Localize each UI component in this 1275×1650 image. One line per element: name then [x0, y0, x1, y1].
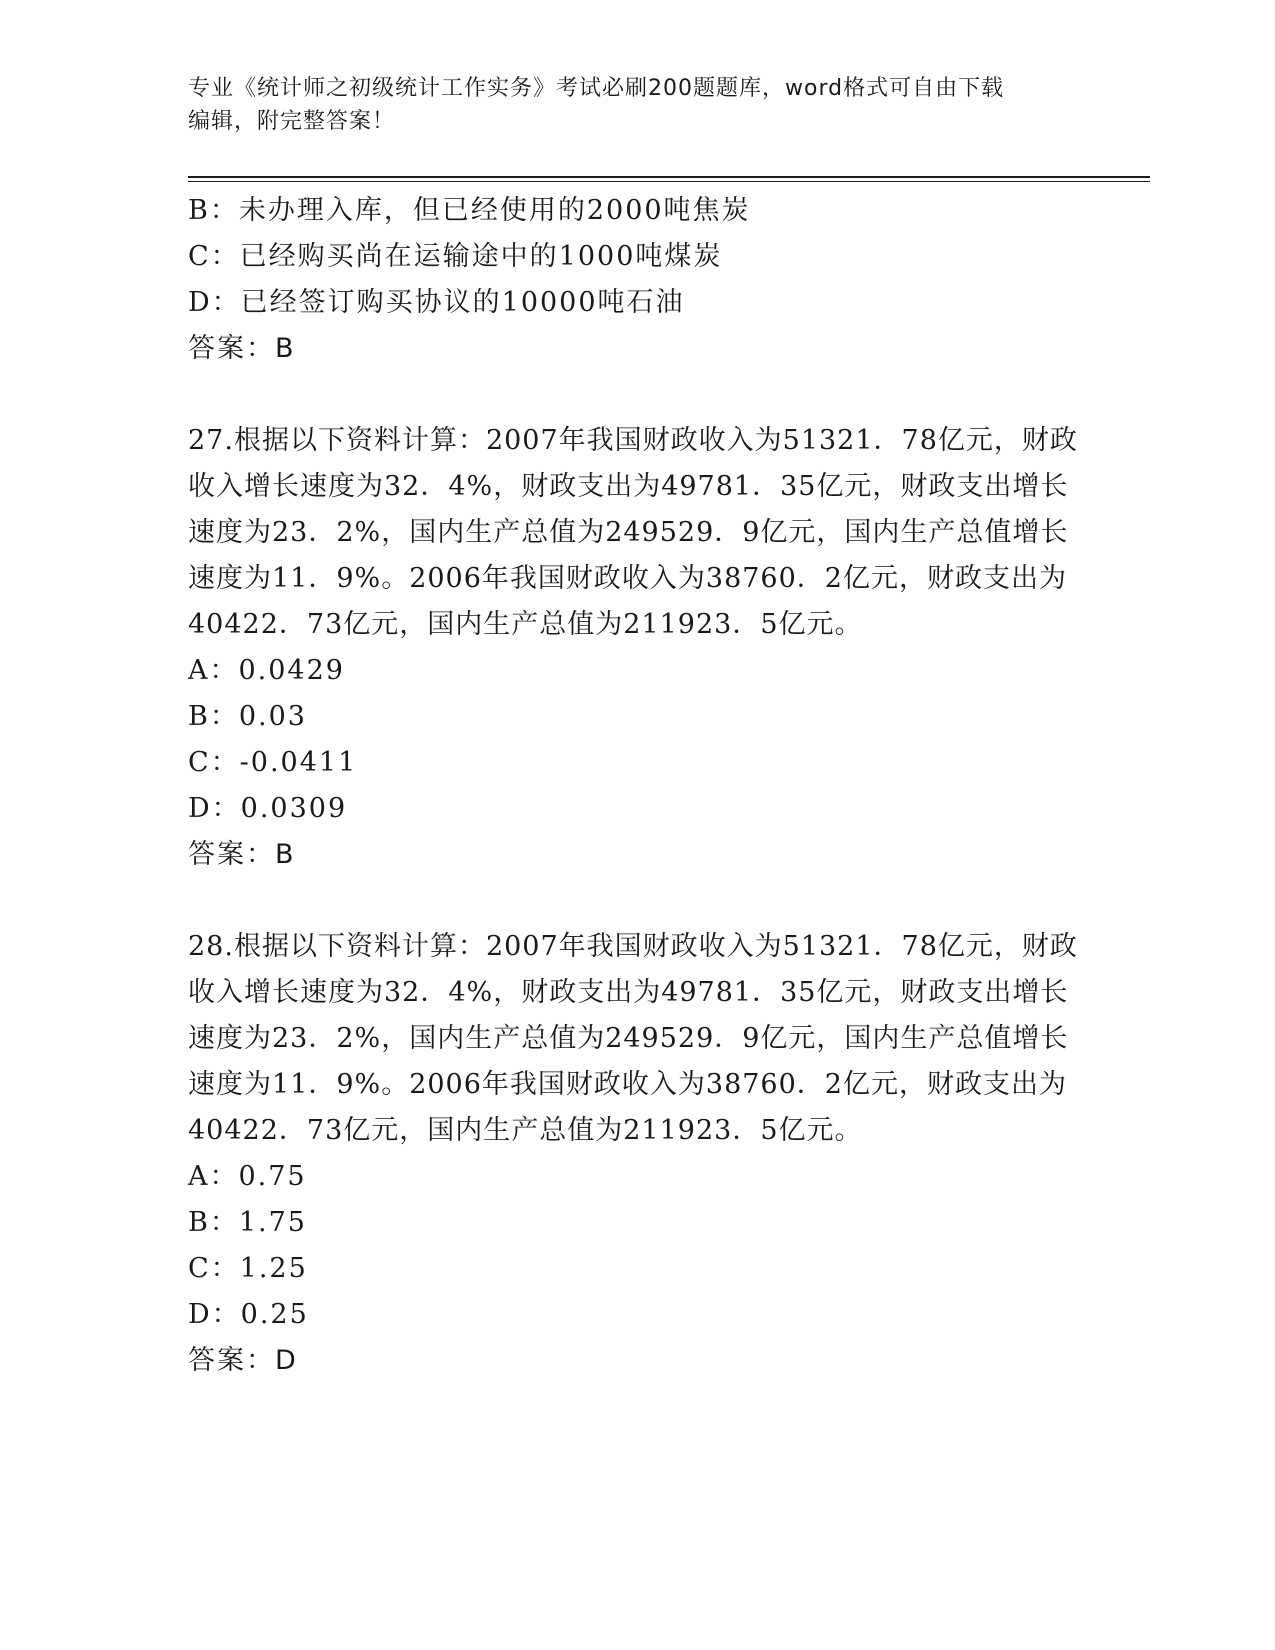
header-divider-thick: [188, 176, 1150, 178]
document-header: [188, 72, 1088, 138]
question-27: [188, 418, 1088, 878]
question-28: [188, 924, 1088, 1384]
option-b: B：0.03: [188, 701, 307, 732]
header-title-line-1: 专业《统计师之初级统计工作实务》考试必刷200题题库，word格式可自由下载: [188, 76, 1005, 101]
option-a: A：0.0429: [188, 655, 345, 686]
stem-line: 27.根据以下资料计算：2007年我国财政收入为51321．78亿元，财政: [188, 425, 1078, 456]
answer-line: 答案：B: [188, 333, 296, 364]
stem-line: 速度为23．2%，国内生产总值为249529．9亿元，国内生产总值增长: [188, 517, 1069, 548]
option-d: D：0.0309: [188, 793, 348, 824]
stem-line: 速度为11．9%。2006年我国财政收入为38760．2亿元，财政支出为: [188, 1069, 1067, 1100]
spacer: [188, 372, 1088, 418]
answer-line: 答案：D: [188, 1345, 298, 1376]
option-b: B：1.75: [188, 1207, 307, 1238]
option-c: C：1.25: [188, 1253, 308, 1284]
stem-line: 收入增长速度为32．4%，财政支出为49781．35亿元，财政支出增长: [188, 471, 1069, 502]
stem-line: 40422．73亿元，国内生产总值为211923．5亿元。: [188, 1115, 863, 1146]
document-body: [188, 188, 1088, 1384]
stem-line: 28.根据以下资料计算：2007年我国财政收入为51321．78亿元，财政: [188, 931, 1078, 962]
answer-line: 答案：B: [188, 839, 296, 870]
question-stem: [188, 924, 1088, 1154]
stem-line: 收入增长速度为32．4%，财政支出为49781．35亿元，财政支出增长: [188, 977, 1069, 1008]
option-b: B：未办理入库，但已经使用的2000吨焦炭: [188, 195, 751, 226]
question-stem: [188, 418, 1088, 648]
stem-line: 速度为11．9%。2006年我国财政收入为38760．2亿元，财政支出为: [188, 563, 1067, 594]
stem-line: 速度为23．2%，国内生产总值为249529．9亿元，国内生产总值增长: [188, 1023, 1069, 1054]
option-d: D：已经签订购买协议的10000吨石油: [188, 287, 685, 318]
stem-line: 40422．73亿元，国内生产总值为211923．5亿元。: [188, 609, 863, 640]
option-c: C：已经购买尚在运输途中的1000吨煤炭: [188, 241, 723, 272]
previous-question-block: [188, 188, 1088, 372]
option-d: D：0.25: [188, 1299, 309, 1330]
option-c: C：-0.0411: [188, 747, 358, 778]
option-a: A：0.75: [188, 1161, 307, 1192]
header-title-line-2: 编辑，附完整答案！: [188, 109, 396, 134]
header-divider-thin: [188, 181, 1150, 182]
spacer: [188, 878, 1088, 924]
